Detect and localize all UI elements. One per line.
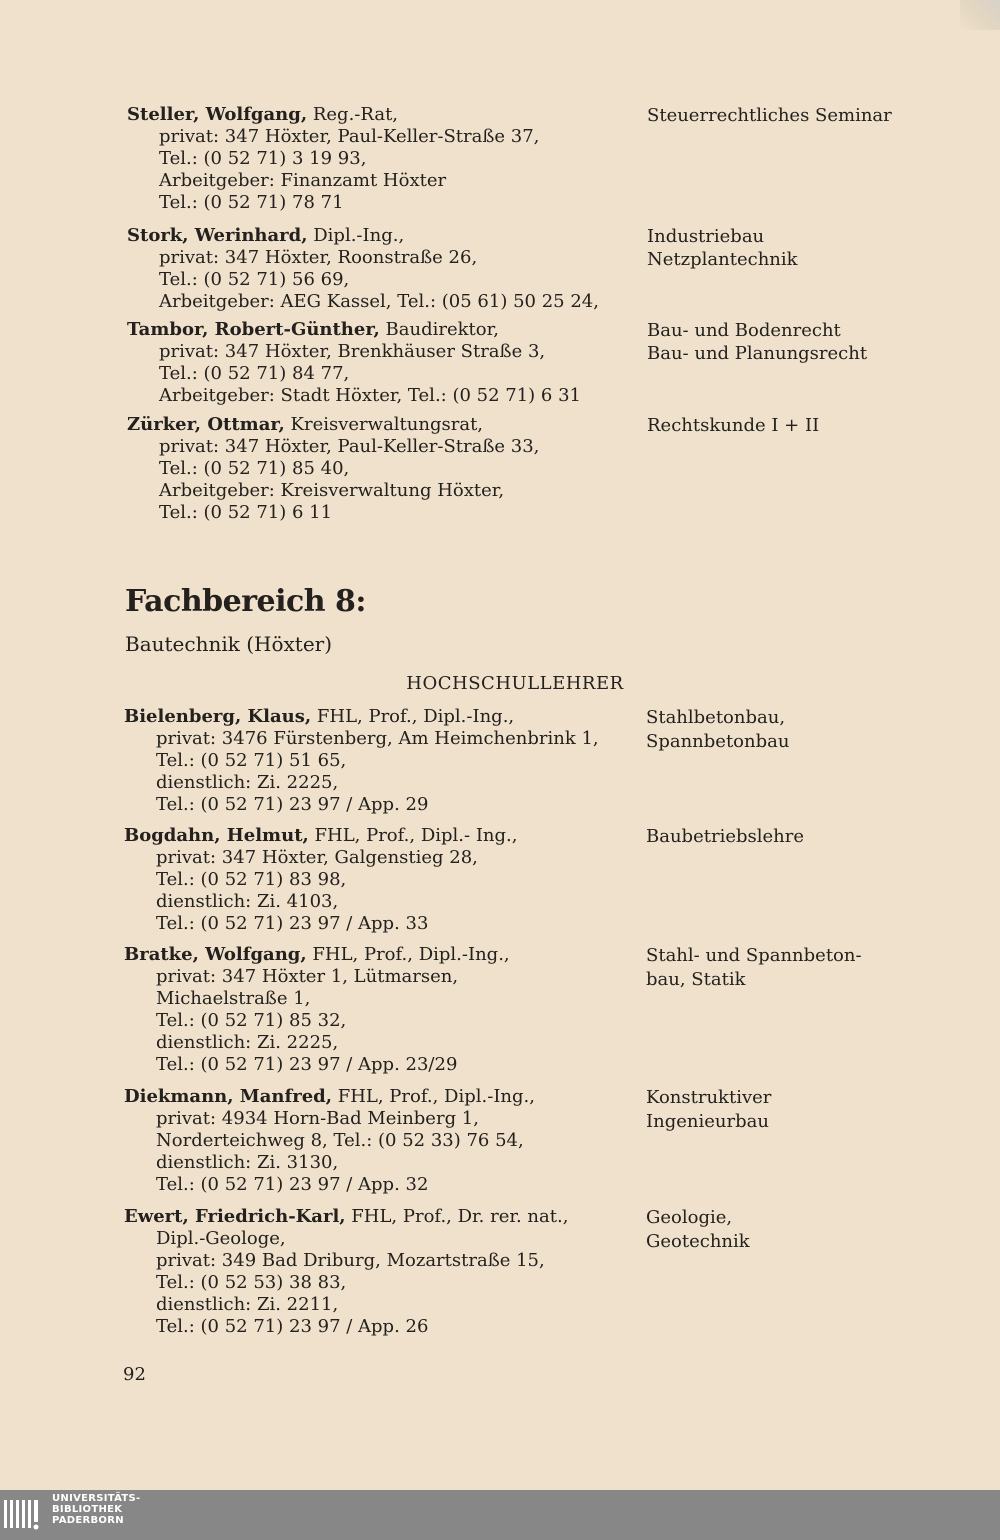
person-title: FHL, Prof., Dipl.- Ing., [308,825,518,846]
entry-detail-line: Norderteichweg 8, Tel.: (0 52 33) 76 54, [156,1130,524,1151]
entry-detail-line: dienstlich: Zi. 2225, [156,772,339,793]
entry-detail-line: privat: 347 Höxter, Brenkhäuser Straße 3, [159,341,546,362]
subject-area: Konstruktiver [646,1087,772,1108]
entry-detail-line: privat: 349 Bad Driburg, Mozartstraße 15, [156,1250,545,1271]
subject-area: bau, Statik [646,969,746,990]
entry-detail-line: Tel.: (0 52 71) 84 77, [159,363,350,384]
section-label: HOCHSCHULLEHRER [406,673,624,694]
library-name-line-2: BIBLIOTHEK [52,1504,123,1515]
entry-heading-line [127,319,499,341]
subject-area: Bau- und Planungsrecht [647,343,868,364]
entry-detail-line: dienstlich: Zi. 4103, [156,891,339,912]
entry-heading-line [124,1206,568,1228]
entry-detail-line: Tel.: (0 52 71) 85 40, [159,458,350,479]
entry-detail-line: Tel.: (0 52 71) 56 69, [159,269,350,290]
entry-detail-line: Arbeitgeber: Finanzamt Höxter [159,170,447,191]
subject-area: Rechtskunde I + II [647,415,820,436]
subject-area: Spannbetonbau [646,731,790,752]
person-name: Steller, Wolfgang, [127,104,308,125]
person-title: FHL, Prof., Dipl.-Ing., [332,1086,535,1107]
person-title: Dipl.-Ing., [307,225,405,246]
entry-detail-line: dienstlich: Zi. 2211, [156,1294,339,1315]
person-name: Diekmann, Manfred, [124,1086,332,1107]
person-title: FHL, Prof., Dipl.-Ing., [311,706,515,727]
entry-detail-line: Tel.: (0 52 71) 23 97 / App. 32 [156,1174,429,1195]
person-title: FHL, Prof., Dipl.-Ing., [306,944,510,965]
entry-detail-line: Michaelstraße 1, [156,988,311,1009]
person-name: Bratke, Wolfgang, [124,944,307,965]
entry-detail-line: Tel.: (0 52 71) 23 97 / App. 23/29 [156,1054,458,1075]
entry-detail-line: dienstlich: Zi. 2225, [156,1032,339,1053]
entry-detail-line: Tel.: (0 52 71) 23 97 / App. 26 [156,1316,429,1337]
section-heading: Fachbereich 8: [125,584,366,619]
entry-detail-line: dienstlich: Zi. 3130, [156,1152,339,1173]
person-name: Tambor, Robert-Günther, [127,319,380,340]
entry-detail-line: Tel.: (0 52 71) 51 65, [156,750,347,771]
library-name-line-3: PADERBORN [52,1515,124,1526]
entry-detail-line: privat: 347 Höxter, Paul-Keller-Straße 37, [159,126,540,147]
entry-detail-line: Dipl.-Geologe, [156,1228,286,1249]
subject-area: Netzplantechnik [647,249,798,270]
entry-detail-line: privat: 347 Höxter 1, Lütmarsen, [156,966,459,987]
entry-heading-line [124,825,518,847]
person-title: Reg.-Rat, [307,104,399,125]
entry-detail-line: Tel.: (0 52 71) 78 71 [159,192,344,213]
subject-area: Industriebau [647,226,765,247]
entry-detail-line: Tel.: (0 52 71) 6 11 [159,502,333,523]
person-name: Bielenberg, Klaus, [124,706,312,727]
library-name-line-1: UNIVERSITÄTS- [52,1493,141,1504]
entry-detail-line: Tel.: (0 52 53) 38 83, [156,1272,347,1293]
subject-area: Ingenieurbau [646,1111,769,1132]
person-name: Ewert, Friedrich-Karl, [124,1206,346,1227]
entry-detail-line: Tel.: (0 52 71) 85 32, [156,1010,347,1031]
person-name: Bogdahn, Helmut, [124,825,309,846]
entry-detail-line: Tel.: (0 52 71) 23 97 / App. 33 [156,913,429,934]
page-corner-shadow [960,0,1000,30]
page-number: 92 [123,1364,146,1385]
entry-detail-line: Tel.: (0 52 71) 23 97 / App. 29 [156,794,429,815]
entry-detail-line: privat: 3476 Fürstenberg, Am Heimchenbrink 1, [156,728,599,749]
person-name: Stork, Werinhard, [127,225,308,246]
person-title: Baudirektor, [379,319,499,340]
entry-detail-line: Arbeitgeber: Stadt Höxter, Tel.: (0 52 71) 6 31 [159,385,581,406]
subject-area: Baubetriebslehre [646,826,804,847]
subject-area: Bau- und Bodenrecht [647,320,841,341]
entry-detail-line: privat: 4934 Horn-Bad Meinberg 1, [156,1108,479,1129]
library-logo-icon [4,1496,44,1532]
section-subheading: Bautechnik (Höxter) [125,632,333,656]
person-name: Zürker, Ottmar, [127,414,285,435]
entry-detail-line: privat: 347 Höxter, Paul-Keller-Straße 33, [159,436,540,457]
entry-heading-line [124,1086,535,1108]
subject-area: Stahlbetonbau, [646,707,786,728]
entry-heading-line [127,225,404,247]
library-name [52,1493,141,1526]
entry-heading-line [127,104,398,126]
person-title: Kreisverwaltungsrat, [284,414,484,435]
subject-area: Stahl- und Spannbeton- [646,945,862,966]
entry-detail-line: Arbeitgeber: Kreisverwaltung Höxter, [159,480,505,501]
subject-area: Geotechnik [646,1231,750,1252]
entry-detail-line: privat: 347 Höxter, Galgenstieg 28, [156,847,478,868]
entry-detail-line: Tel.: (0 52 71) 3 19 93, [159,148,367,169]
entry-detail-line: Tel.: (0 52 71) 83 98, [156,869,347,890]
entry-heading-line [127,414,483,436]
entry-heading-line [124,706,514,728]
entry-detail-line: privat: 347 Höxter, Roonstraße 26, [159,247,478,268]
entry-heading-line [124,944,510,966]
person-title: FHL, Prof., Dr. rer. nat., [345,1206,569,1227]
subject-area: Geologie, [646,1207,733,1228]
library-footer [0,1490,1000,1540]
entry-detail-line: Arbeitgeber: AEG Kassel, Tel.: (05 61) 50 25 24, [159,291,599,312]
subject-area: Steuerrechtliches Seminar [647,105,892,126]
